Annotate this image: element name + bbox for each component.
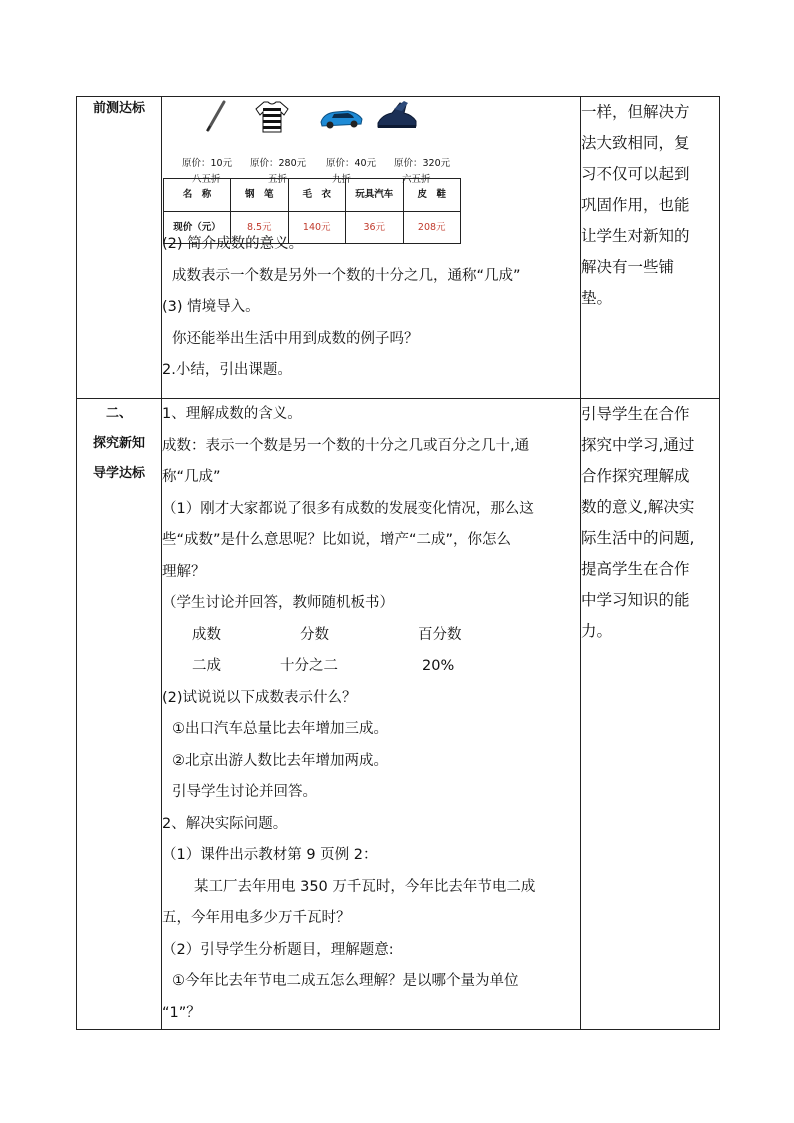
paragraph: 些“成数”是什么意思呢？比如说，增产“二成”，你怎么 (162, 532, 512, 548)
row-content (162, 399, 581, 1030)
table-cell: 现价（元） (164, 211, 231, 244)
table-header: 玩具汽车 (346, 179, 404, 212)
paragraph: 某工厂去年用电 350 万千瓦时，今年比去年节电二成 (194, 878, 536, 895)
fraction-value: 20% (422, 658, 455, 674)
row-label-text: 前测达标 (92, 101, 145, 116)
paragraph: (2)试说说以下成数表示什么？ (162, 689, 357, 706)
paragraph: 2.小结，引出课题。 (162, 362, 292, 378)
fraction-table-header (162, 620, 580, 652)
paragraph: 你还能举出生活中用到成数的例子吗？ (172, 330, 419, 347)
note-line: 中学习知识的能 (581, 591, 690, 609)
note-line: 力。 (581, 622, 613, 640)
price-label: 原价：40元 (326, 158, 377, 169)
note-line: 一样，但解决方 (581, 103, 690, 121)
paragraph: 1、理解成数的含义。 (162, 406, 302, 422)
paragraph: （学生讨论并回答，教师随机板书） (162, 595, 394, 611)
paragraph: 五，今年用电多少万千瓦时？ (162, 910, 351, 926)
paragraph: ①今年比去年节电二成五怎么理解？是以哪个量为单位 (172, 973, 519, 989)
paragraph: 成数：表示一个数是另一个数的十分之几或百分之几十,通 (162, 437, 530, 454)
paragraph: 理解？ (162, 563, 206, 580)
row-note (581, 97, 720, 399)
table-cell: 208元 (403, 211, 461, 244)
note-line: 引导学生在合作 (581, 405, 690, 423)
table-row (77, 399, 720, 1030)
row-label-text: 探究新知 (92, 436, 145, 451)
paragraph: “1”？ (162, 1004, 201, 1021)
table-cell: 36元 (346, 211, 404, 244)
paragraph: 引导学生讨论并回答。 (172, 784, 317, 800)
discount-label: 六五折 (402, 174, 431, 185)
discount-label: 九折 (332, 174, 352, 185)
fraction-value: 二成 (192, 658, 221, 674)
table-header: 名 称 (164, 179, 231, 212)
fraction-header: 分数 (300, 626, 329, 643)
table-cell: 8.5元 (231, 211, 289, 244)
paragraph: 成数表示一个数是另外一个数的十分之几，通称“几成” (172, 267, 521, 284)
row-label-explore (77, 399, 162, 1030)
note-line: 习不仅可以起到 (581, 165, 690, 183)
paragraph: （1）刚才大家都说了很多有成数的发展变化情况，那么这 (162, 500, 534, 517)
note-line: 际生活中的问题, (581, 529, 695, 547)
note-line: 探究中学习,通过 (581, 436, 695, 454)
price-label: 原价：280元 (250, 158, 307, 169)
fraction-value: 十分之二 (280, 658, 338, 674)
note-line: 提高学生在合作 (581, 560, 690, 578)
sweater-icon (254, 99, 290, 135)
table-row (164, 179, 461, 212)
price-label: 原价：320元 (394, 158, 451, 169)
paragraph: ②北京出游人数比去年增加两成。 (172, 752, 388, 769)
note-line: 数的意义,解决实 (581, 498, 695, 516)
table-header: 皮 鞋 (403, 179, 461, 212)
table-cell: 140元 (288, 211, 346, 244)
note-line: 巩固作用，也能 (581, 196, 690, 214)
row-label-text: 二、 (105, 406, 132, 421)
pen-icon (202, 99, 230, 133)
fraction-header: 成数 (192, 626, 221, 643)
paragraph: （2）引导学生分析题目，理解题意: (162, 941, 394, 958)
note-line: 法大致相同，复 (581, 134, 690, 152)
note-line: 合作探究理解成 (581, 467, 690, 485)
leather-shoe-icon (374, 99, 420, 133)
table-row (164, 211, 461, 244)
discount-label: 八五折 (192, 174, 221, 185)
paragraph: ①出口汽车总量比去年增加三成。 (172, 721, 388, 737)
table-header: 钢 笔 (231, 179, 289, 212)
paragraph: (3) 情境导入。 (162, 299, 260, 315)
discount-label: 五折 (268, 174, 288, 185)
paragraph: (2) 简介成数的意义。 (162, 236, 304, 252)
product-discount-figure (162, 97, 580, 233)
note-line: 垫。 (581, 289, 613, 307)
paragraph: 称“几成” (162, 469, 221, 485)
paragraph: 2、解决实际问题。 (162, 815, 288, 832)
note-line: 让学生对新知的 (581, 227, 690, 245)
row-content (162, 97, 581, 399)
lesson-plan-table (76, 96, 720, 1030)
note-line: 解决有一些铺 (581, 258, 675, 276)
toy-car-icon (318, 105, 364, 131)
fraction-header: 百分数 (418, 626, 462, 643)
row-label-text: 导学达标 (92, 466, 145, 481)
price-label: 原价：10元 (182, 158, 233, 169)
fraction-table-values (162, 651, 580, 683)
row-label-pretest (77, 97, 162, 399)
paragraph: （1）课件出示教材第 9 页例 2： (162, 847, 378, 863)
table-header: 毛 衣 (288, 179, 346, 212)
current-price-table (163, 178, 461, 244)
table-row (77, 97, 720, 399)
row-note (581, 399, 720, 1030)
